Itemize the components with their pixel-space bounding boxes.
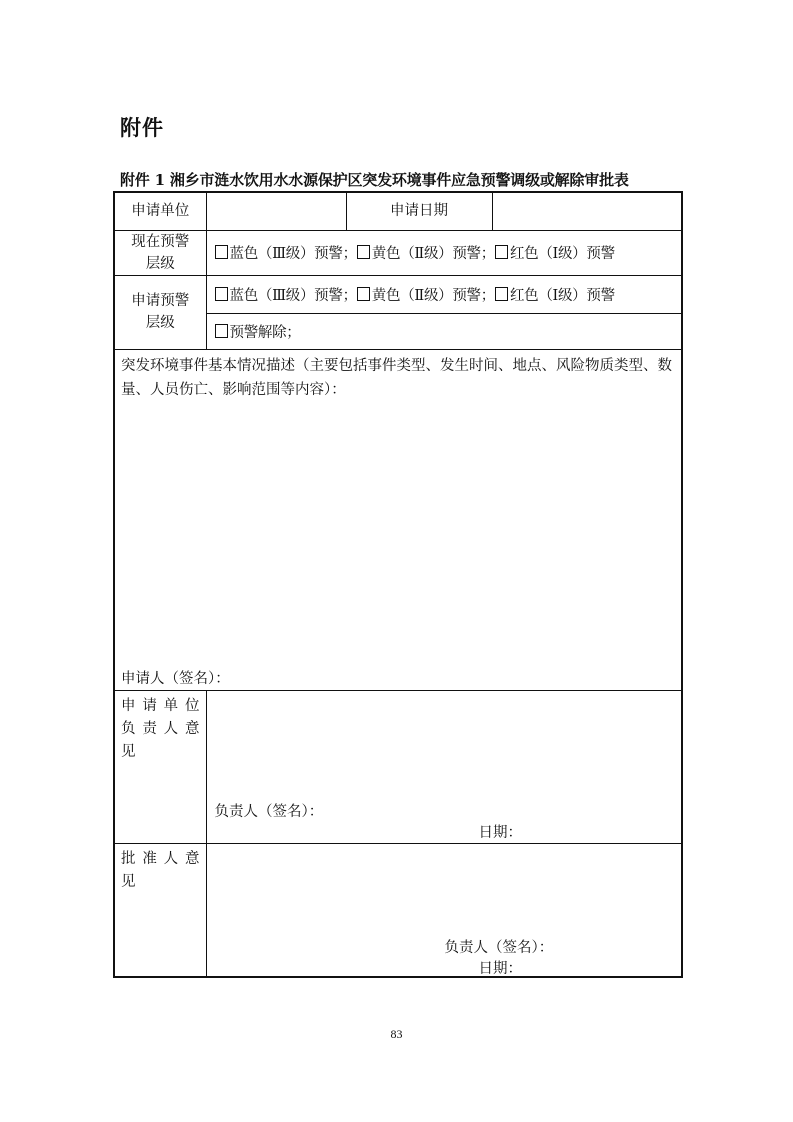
- checkbox-release[interactable]: [215, 324, 228, 338]
- row-applicant-unit: [114, 192, 682, 230]
- description-cell[interactable]: [114, 349, 682, 690]
- unit-head-opinion-field[interactable]: [206, 690, 682, 843]
- approval-form-table: [113, 191, 683, 978]
- page-number: 83: [390, 1027, 403, 1041]
- unit-head-opinion-label: 申 请 单 位 负 责 人 意 见: [114, 690, 206, 843]
- current-level-options: [206, 230, 682, 275]
- checkbox-red[interactable]: [495, 245, 508, 259]
- row-requested-level: [114, 275, 682, 313]
- option-blue[interactable]: 蓝色（Ⅲ级）预警；: [215, 288, 357, 304]
- option-yellow[interactable]: 黄色（Ⅱ级）预警；: [357, 288, 495, 304]
- row-description: [114, 349, 682, 690]
- checkbox-blue[interactable]: [215, 287, 228, 301]
- option-red[interactable]: 红色（Ⅰ级）预警: [495, 246, 615, 262]
- approver-signature-label: 负责人（签名）：: [444, 939, 554, 956]
- description-label: 突发环境事件基本情况描述（主要包括事件类型、发生时间、地点、风险物质类型、数量、人员伤亡、影响范围等内容）：: [121, 357, 672, 398]
- row-unit-head-opinion: [114, 690, 682, 843]
- applicant-unit-label: 申请单位: [114, 192, 206, 230]
- option-red[interactable]: 红色（Ⅰ级）预警: [495, 288, 615, 304]
- form-caption: 附件 1 湘乡市涟水饮用水水源保护区突发环境事件应急预警调级或解除审批表: [120, 171, 629, 189]
- option-yellow[interactable]: 黄色（Ⅱ级）预警；: [357, 246, 495, 262]
- apply-date-value[interactable]: [492, 192, 682, 230]
- apply-date-label: 申请日期: [346, 192, 492, 230]
- requested-level-label: 申请预警层级: [114, 275, 206, 349]
- checkbox-blue[interactable]: [215, 245, 228, 259]
- row-approver-opinion: [114, 843, 682, 977]
- unit-head-signature-label: 负责人（签名）：: [214, 803, 324, 820]
- option-blue[interactable]: 蓝色（Ⅲ级）预警；: [215, 246, 357, 262]
- applicant-signature-label: 申请人（签名）：: [121, 670, 230, 687]
- unit-head-date-label: 日期：: [478, 824, 522, 841]
- requested-level-options: [206, 275, 682, 313]
- approver-opinion-field[interactable]: [206, 843, 682, 977]
- row-current-level: [114, 230, 682, 275]
- approver-opinion-label: 批 准 人 意 见: [114, 843, 206, 977]
- current-level-label: 现在预警层级: [114, 230, 206, 275]
- checkbox-yellow[interactable]: [357, 287, 370, 301]
- checkbox-red[interactable]: [495, 287, 508, 301]
- page-heading: 附件: [120, 116, 164, 140]
- applicant-unit-value[interactable]: [206, 192, 346, 230]
- approver-date-label: 日期：: [478, 960, 522, 977]
- checkbox-yellow[interactable]: [357, 245, 370, 259]
- release-option[interactable]: 预警解除；: [206, 313, 682, 349]
